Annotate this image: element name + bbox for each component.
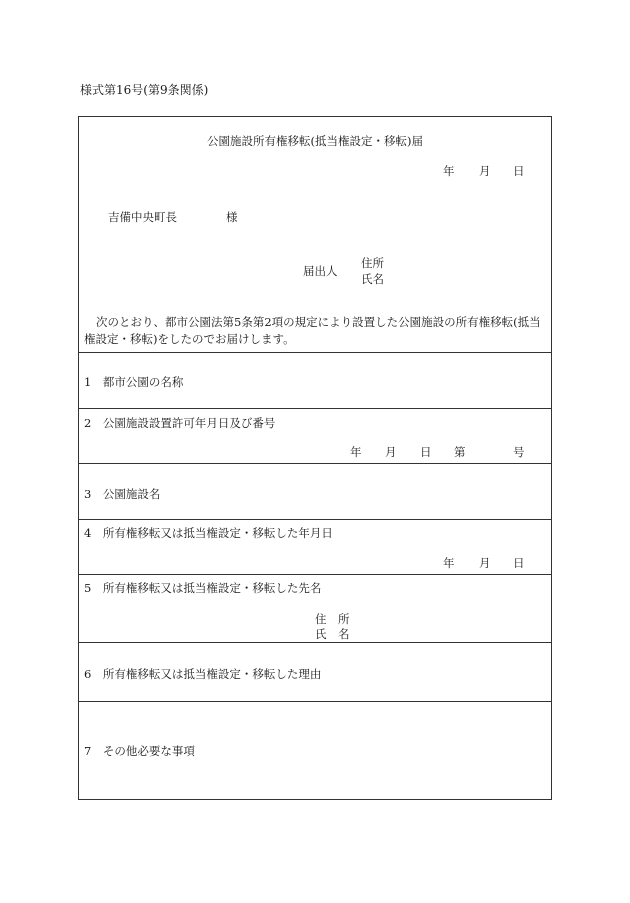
date-month-label: 月 [479,164,491,178]
date-year-label: 年 [443,164,455,178]
park-name-label: 1 都市公園の名称 [84,375,184,389]
row-divider [79,701,551,702]
applicant-address-label: 住所 [361,256,384,270]
transferee-name-label: 氏 名 [315,627,350,641]
permit-year-label: 年 [350,445,362,459]
row-divider [79,408,551,409]
permit-dai-label: 第 [454,445,466,459]
other-matters-label: 7 その他必要な事項 [84,744,195,758]
transfer-date-label: 4 所有権移転又は抵当権設定・移転した年月日 [84,526,333,540]
permit-month-label: 月 [385,445,397,459]
transfer-day-label: 日 [513,556,525,570]
transferee-address-label: 住 所 [315,612,350,626]
applicant-name-label: 氏名 [361,272,384,286]
honorific: 様 [226,210,238,224]
transfer-reason-label: 6 所有権移転又は抵当権設定・移転した理由 [84,667,322,681]
form-frame [78,116,552,800]
declaration-statement: 次のとおり、都市公園法第5条第2項の規定により設置した公園施設の所有権移転(抵当権設定・移転)をしたのでお届けします。 [84,315,541,346]
permit-gou-label: 号 [513,445,525,459]
row-divider [79,352,551,353]
form-number: 様式第16号(第9条関係) [80,83,209,97]
row-divider [79,463,551,464]
row-divider [79,642,551,643]
applicant-label: 届出人 [303,264,338,278]
date-day-label: 日 [513,164,525,178]
form-title: 公園施設所有権移転(抵当権設定・移転)届 [207,134,423,148]
row-divider [79,519,551,520]
transfer-month-label: 月 [479,556,491,570]
facility-name-label: 3 公園施設名 [84,487,161,501]
permit-day-label: 日 [420,445,432,459]
row-divider [79,574,551,575]
transfer-year-label: 年 [443,556,455,570]
permit-date-number-label: 2 公園施設設置許可年月日及び番号 [84,416,276,430]
addressee: 吉備中央町長 [108,210,177,224]
transferee-label: 5 所有権移転又は抵当権設定・移転した先名 [84,581,322,595]
